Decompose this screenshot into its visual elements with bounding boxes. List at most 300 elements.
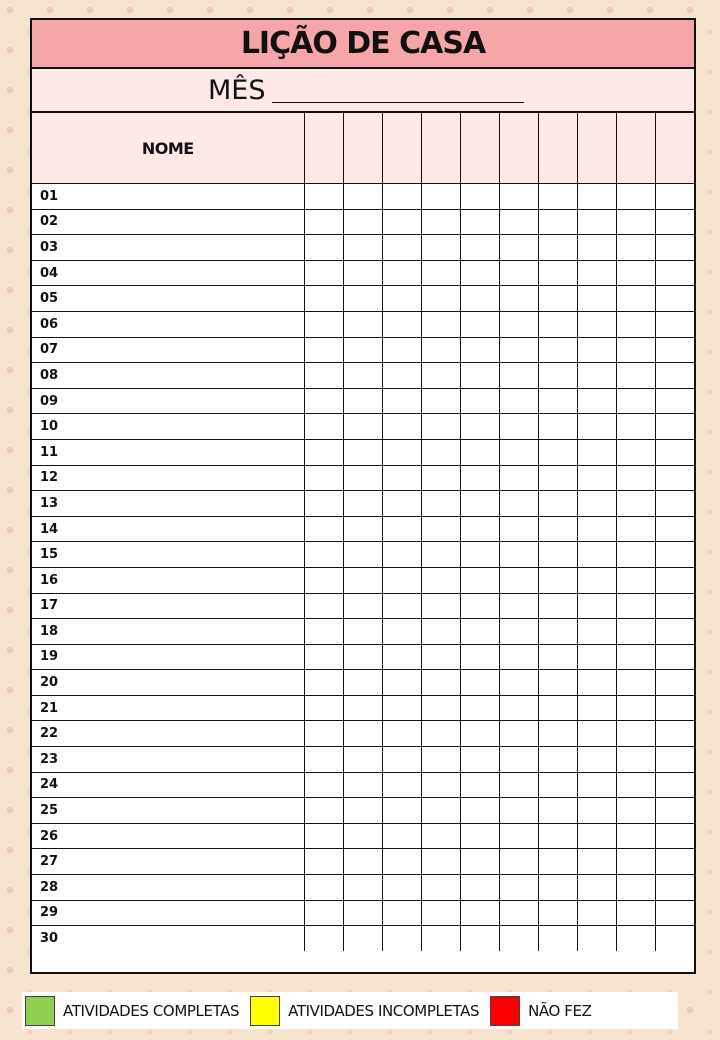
check-cell[interactable] bbox=[538, 721, 577, 747]
check-cell[interactable] bbox=[343, 849, 382, 875]
check-cell[interactable] bbox=[577, 260, 616, 286]
check-cell[interactable] bbox=[577, 644, 616, 670]
check-cell[interactable] bbox=[421, 695, 460, 721]
student-name-cell[interactable]: 24 bbox=[32, 772, 304, 798]
check-cell[interactable] bbox=[421, 516, 460, 542]
student-name-cell[interactable]: 28 bbox=[32, 875, 304, 901]
check-cell[interactable] bbox=[343, 670, 382, 696]
check-cell[interactable] bbox=[304, 465, 343, 491]
check-cell[interactable] bbox=[577, 593, 616, 619]
check-cell[interactable] bbox=[460, 439, 499, 465]
check-cell[interactable] bbox=[343, 593, 382, 619]
check-cell[interactable] bbox=[460, 721, 499, 747]
check-cell[interactable] bbox=[460, 542, 499, 568]
check-cell[interactable] bbox=[577, 926, 616, 951]
student-name-cell[interactable]: 07 bbox=[32, 337, 304, 363]
check-cell[interactable] bbox=[616, 465, 655, 491]
check-cell[interactable] bbox=[577, 823, 616, 849]
check-cell[interactable] bbox=[499, 184, 538, 210]
check-cell[interactable] bbox=[616, 926, 655, 951]
check-cell[interactable] bbox=[538, 337, 577, 363]
check-cell[interactable] bbox=[382, 516, 421, 542]
check-cell[interactable] bbox=[343, 875, 382, 901]
check-cell[interactable] bbox=[499, 721, 538, 747]
check-cell[interactable] bbox=[616, 670, 655, 696]
date-column-header[interactable] bbox=[460, 113, 499, 184]
student-name-cell[interactable]: 11 bbox=[32, 439, 304, 465]
check-cell[interactable] bbox=[343, 184, 382, 210]
check-cell[interactable] bbox=[460, 465, 499, 491]
check-cell[interactable] bbox=[538, 311, 577, 337]
check-cell[interactable] bbox=[460, 823, 499, 849]
check-cell[interactable] bbox=[499, 363, 538, 389]
check-cell[interactable] bbox=[616, 439, 655, 465]
check-cell[interactable] bbox=[343, 337, 382, 363]
check-cell[interactable] bbox=[538, 747, 577, 773]
check-cell[interactable] bbox=[382, 388, 421, 414]
check-cell[interactable] bbox=[304, 439, 343, 465]
check-cell[interactable] bbox=[421, 926, 460, 951]
check-cell[interactable] bbox=[421, 235, 460, 261]
check-cell[interactable] bbox=[460, 849, 499, 875]
check-cell[interactable] bbox=[343, 388, 382, 414]
check-cell[interactable] bbox=[460, 491, 499, 517]
check-cell[interactable] bbox=[499, 388, 538, 414]
check-cell[interactable] bbox=[304, 491, 343, 517]
check-cell[interactable] bbox=[304, 619, 343, 645]
date-column-header[interactable] bbox=[616, 113, 655, 184]
check-cell[interactable] bbox=[499, 567, 538, 593]
check-cell[interactable] bbox=[616, 184, 655, 210]
check-cell[interactable] bbox=[304, 260, 343, 286]
check-cell[interactable] bbox=[382, 465, 421, 491]
check-cell[interactable] bbox=[616, 363, 655, 389]
check-cell[interactable] bbox=[460, 900, 499, 926]
check-cell[interactable] bbox=[304, 695, 343, 721]
check-cell[interactable] bbox=[499, 900, 538, 926]
check-cell[interactable] bbox=[304, 235, 343, 261]
date-column-header[interactable] bbox=[304, 113, 343, 184]
check-cell[interactable] bbox=[538, 900, 577, 926]
check-cell[interactable] bbox=[655, 388, 694, 414]
check-cell[interactable] bbox=[343, 516, 382, 542]
check-cell[interactable] bbox=[343, 414, 382, 440]
check-cell[interactable] bbox=[616, 491, 655, 517]
check-cell[interactable] bbox=[421, 593, 460, 619]
student-name-cell[interactable]: 22 bbox=[32, 721, 304, 747]
check-cell[interactable] bbox=[343, 619, 382, 645]
date-column-header[interactable] bbox=[538, 113, 577, 184]
check-cell[interactable] bbox=[655, 337, 694, 363]
check-cell[interactable] bbox=[538, 363, 577, 389]
check-cell[interactable] bbox=[460, 695, 499, 721]
check-cell[interactable] bbox=[577, 567, 616, 593]
date-column-header[interactable] bbox=[343, 113, 382, 184]
check-cell[interactable] bbox=[343, 542, 382, 568]
check-cell[interactable] bbox=[616, 567, 655, 593]
check-cell[interactable] bbox=[616, 414, 655, 440]
check-cell[interactable] bbox=[343, 439, 382, 465]
check-cell[interactable] bbox=[499, 747, 538, 773]
check-cell[interactable] bbox=[421, 849, 460, 875]
check-cell[interactable] bbox=[538, 670, 577, 696]
check-cell[interactable] bbox=[616, 286, 655, 312]
check-cell[interactable] bbox=[382, 260, 421, 286]
check-cell[interactable] bbox=[577, 439, 616, 465]
check-cell[interactable] bbox=[538, 875, 577, 901]
check-cell[interactable] bbox=[343, 235, 382, 261]
check-cell[interactable] bbox=[616, 516, 655, 542]
check-cell[interactable] bbox=[499, 542, 538, 568]
check-cell[interactable] bbox=[616, 721, 655, 747]
check-cell[interactable] bbox=[577, 363, 616, 389]
check-cell[interactable] bbox=[304, 593, 343, 619]
check-cell[interactable] bbox=[382, 337, 421, 363]
check-cell[interactable] bbox=[499, 670, 538, 696]
check-cell[interactable] bbox=[577, 670, 616, 696]
check-cell[interactable] bbox=[538, 465, 577, 491]
student-name-cell[interactable]: 15 bbox=[32, 542, 304, 568]
check-cell[interactable] bbox=[304, 926, 343, 951]
check-cell[interactable] bbox=[304, 875, 343, 901]
check-cell[interactable] bbox=[655, 235, 694, 261]
check-cell[interactable] bbox=[655, 414, 694, 440]
check-cell[interactable] bbox=[538, 593, 577, 619]
check-cell[interactable] bbox=[304, 772, 343, 798]
check-cell[interactable] bbox=[499, 414, 538, 440]
check-cell[interactable] bbox=[421, 414, 460, 440]
check-cell[interactable] bbox=[616, 875, 655, 901]
check-cell[interactable] bbox=[460, 286, 499, 312]
check-cell[interactable] bbox=[460, 644, 499, 670]
check-cell[interactable] bbox=[655, 798, 694, 824]
check-cell[interactable] bbox=[382, 542, 421, 568]
check-cell[interactable] bbox=[382, 184, 421, 210]
check-cell[interactable] bbox=[538, 516, 577, 542]
check-cell[interactable] bbox=[304, 516, 343, 542]
check-cell[interactable] bbox=[538, 567, 577, 593]
check-cell[interactable] bbox=[343, 721, 382, 747]
check-cell[interactable] bbox=[577, 235, 616, 261]
check-cell[interactable] bbox=[538, 388, 577, 414]
check-cell[interactable] bbox=[382, 311, 421, 337]
check-cell[interactable] bbox=[382, 619, 421, 645]
month-input-line[interactable] bbox=[272, 78, 524, 103]
check-cell[interactable] bbox=[460, 670, 499, 696]
check-cell[interactable] bbox=[343, 823, 382, 849]
student-name-cell[interactable]: 29 bbox=[32, 900, 304, 926]
check-cell[interactable] bbox=[304, 900, 343, 926]
check-cell[interactable] bbox=[499, 593, 538, 619]
check-cell[interactable] bbox=[304, 209, 343, 235]
student-name-cell[interactable]: 14 bbox=[32, 516, 304, 542]
check-cell[interactable] bbox=[382, 849, 421, 875]
check-cell[interactable] bbox=[421, 721, 460, 747]
check-cell[interactable] bbox=[655, 311, 694, 337]
check-cell[interactable] bbox=[538, 798, 577, 824]
check-cell[interactable] bbox=[499, 209, 538, 235]
check-cell[interactable] bbox=[343, 900, 382, 926]
check-cell[interactable] bbox=[304, 184, 343, 210]
student-name-cell[interactable]: 25 bbox=[32, 798, 304, 824]
check-cell[interactable] bbox=[655, 721, 694, 747]
check-cell[interactable] bbox=[421, 798, 460, 824]
date-column-header[interactable] bbox=[577, 113, 616, 184]
check-cell[interactable] bbox=[460, 516, 499, 542]
check-cell[interactable] bbox=[616, 311, 655, 337]
check-cell[interactable] bbox=[655, 542, 694, 568]
check-cell[interactable] bbox=[460, 260, 499, 286]
check-cell[interactable] bbox=[655, 695, 694, 721]
check-cell[interactable] bbox=[616, 337, 655, 363]
student-name-cell[interactable]: 05 bbox=[32, 286, 304, 312]
check-cell[interactable] bbox=[343, 209, 382, 235]
check-cell[interactable] bbox=[499, 337, 538, 363]
check-cell[interactable] bbox=[304, 363, 343, 389]
check-cell[interactable] bbox=[421, 209, 460, 235]
check-cell[interactable] bbox=[538, 235, 577, 261]
check-cell[interactable] bbox=[421, 363, 460, 389]
check-cell[interactable] bbox=[577, 798, 616, 824]
check-cell[interactable] bbox=[304, 823, 343, 849]
check-cell[interactable] bbox=[460, 567, 499, 593]
check-cell[interactable] bbox=[577, 516, 616, 542]
check-cell[interactable] bbox=[616, 542, 655, 568]
date-column-header[interactable] bbox=[499, 113, 538, 184]
check-cell[interactable] bbox=[382, 286, 421, 312]
check-cell[interactable] bbox=[616, 695, 655, 721]
check-cell[interactable] bbox=[382, 235, 421, 261]
check-cell[interactable] bbox=[421, 311, 460, 337]
check-cell[interactable] bbox=[421, 875, 460, 901]
check-cell[interactable] bbox=[616, 260, 655, 286]
check-cell[interactable] bbox=[499, 260, 538, 286]
check-cell[interactable] bbox=[655, 926, 694, 951]
check-cell[interactable] bbox=[460, 337, 499, 363]
check-cell[interactable] bbox=[421, 670, 460, 696]
check-cell[interactable] bbox=[538, 491, 577, 517]
check-cell[interactable] bbox=[499, 491, 538, 517]
check-cell[interactable] bbox=[538, 414, 577, 440]
check-cell[interactable] bbox=[577, 849, 616, 875]
check-cell[interactable] bbox=[616, 823, 655, 849]
check-cell[interactable] bbox=[577, 491, 616, 517]
student-name-cell[interactable]: 09 bbox=[32, 388, 304, 414]
check-cell[interactable] bbox=[460, 772, 499, 798]
student-name-cell[interactable]: 17 bbox=[32, 593, 304, 619]
check-cell[interactable] bbox=[382, 900, 421, 926]
check-cell[interactable] bbox=[343, 798, 382, 824]
check-cell[interactable] bbox=[655, 875, 694, 901]
check-cell[interactable] bbox=[499, 235, 538, 261]
check-cell[interactable] bbox=[343, 491, 382, 517]
check-cell[interactable] bbox=[304, 849, 343, 875]
check-cell[interactable] bbox=[460, 747, 499, 773]
date-column-header[interactable] bbox=[655, 113, 694, 184]
check-cell[interactable] bbox=[499, 823, 538, 849]
check-cell[interactable] bbox=[421, 260, 460, 286]
check-cell[interactable] bbox=[460, 363, 499, 389]
check-cell[interactable] bbox=[538, 286, 577, 312]
check-cell[interactable] bbox=[577, 184, 616, 210]
student-name-cell[interactable]: 03 bbox=[32, 235, 304, 261]
check-cell[interactable] bbox=[343, 286, 382, 312]
student-name-cell[interactable]: 12 bbox=[32, 465, 304, 491]
check-cell[interactable] bbox=[382, 926, 421, 951]
check-cell[interactable] bbox=[304, 414, 343, 440]
check-cell[interactable] bbox=[499, 798, 538, 824]
check-cell[interactable] bbox=[421, 772, 460, 798]
check-cell[interactable] bbox=[655, 849, 694, 875]
check-cell[interactable] bbox=[538, 619, 577, 645]
check-cell[interactable] bbox=[421, 619, 460, 645]
check-cell[interactable] bbox=[655, 900, 694, 926]
check-cell[interactable] bbox=[304, 567, 343, 593]
student-name-cell[interactable]: 20 bbox=[32, 670, 304, 696]
check-cell[interactable] bbox=[460, 798, 499, 824]
check-cell[interactable] bbox=[304, 542, 343, 568]
check-cell[interactable] bbox=[655, 491, 694, 517]
check-cell[interactable] bbox=[382, 567, 421, 593]
check-cell[interactable] bbox=[499, 619, 538, 645]
check-cell[interactable] bbox=[655, 593, 694, 619]
check-cell[interactable] bbox=[538, 849, 577, 875]
check-cell[interactable] bbox=[538, 823, 577, 849]
check-cell[interactable] bbox=[343, 695, 382, 721]
check-cell[interactable] bbox=[382, 747, 421, 773]
check-cell[interactable] bbox=[577, 414, 616, 440]
check-cell[interactable] bbox=[538, 542, 577, 568]
check-cell[interactable] bbox=[616, 849, 655, 875]
check-cell[interactable] bbox=[499, 926, 538, 951]
check-cell[interactable] bbox=[382, 491, 421, 517]
check-cell[interactable] bbox=[343, 926, 382, 951]
date-column-header[interactable] bbox=[421, 113, 460, 184]
check-cell[interactable] bbox=[577, 209, 616, 235]
check-cell[interactable] bbox=[655, 670, 694, 696]
check-cell[interactable] bbox=[577, 286, 616, 312]
check-cell[interactable] bbox=[577, 388, 616, 414]
check-cell[interactable] bbox=[460, 593, 499, 619]
student-name-cell[interactable]: 01 bbox=[32, 184, 304, 210]
check-cell[interactable] bbox=[499, 875, 538, 901]
check-cell[interactable] bbox=[304, 388, 343, 414]
check-cell[interactable] bbox=[460, 619, 499, 645]
check-cell[interactable] bbox=[382, 439, 421, 465]
check-cell[interactable] bbox=[343, 260, 382, 286]
check-cell[interactable] bbox=[304, 798, 343, 824]
check-cell[interactable] bbox=[655, 516, 694, 542]
check-cell[interactable] bbox=[304, 721, 343, 747]
student-name-cell[interactable]: 13 bbox=[32, 491, 304, 517]
check-cell[interactable] bbox=[343, 567, 382, 593]
check-cell[interactable] bbox=[304, 286, 343, 312]
check-cell[interactable] bbox=[655, 363, 694, 389]
check-cell[interactable] bbox=[655, 644, 694, 670]
check-cell[interactable] bbox=[577, 311, 616, 337]
check-cell[interactable] bbox=[382, 363, 421, 389]
check-cell[interactable] bbox=[460, 926, 499, 951]
check-cell[interactable] bbox=[577, 721, 616, 747]
check-cell[interactable] bbox=[499, 516, 538, 542]
check-cell[interactable] bbox=[460, 414, 499, 440]
check-cell[interactable] bbox=[577, 337, 616, 363]
check-cell[interactable] bbox=[421, 184, 460, 210]
check-cell[interactable] bbox=[616, 798, 655, 824]
student-name-cell[interactable]: 06 bbox=[32, 311, 304, 337]
check-cell[interactable] bbox=[421, 567, 460, 593]
check-cell[interactable] bbox=[304, 337, 343, 363]
check-cell[interactable] bbox=[616, 209, 655, 235]
check-cell[interactable] bbox=[460, 875, 499, 901]
check-cell[interactable] bbox=[343, 772, 382, 798]
check-cell[interactable] bbox=[499, 465, 538, 491]
check-cell[interactable] bbox=[538, 926, 577, 951]
check-cell[interactable] bbox=[382, 823, 421, 849]
check-cell[interactable] bbox=[421, 388, 460, 414]
check-cell[interactable] bbox=[421, 747, 460, 773]
check-cell[interactable] bbox=[460, 235, 499, 261]
check-cell[interactable] bbox=[460, 209, 499, 235]
check-cell[interactable] bbox=[382, 695, 421, 721]
student-name-cell[interactable]: 26 bbox=[32, 823, 304, 849]
check-cell[interactable] bbox=[382, 644, 421, 670]
check-cell[interactable] bbox=[421, 439, 460, 465]
student-name-cell[interactable]: 18 bbox=[32, 619, 304, 645]
check-cell[interactable] bbox=[577, 747, 616, 773]
check-cell[interactable] bbox=[382, 593, 421, 619]
check-cell[interactable] bbox=[421, 465, 460, 491]
check-cell[interactable] bbox=[577, 875, 616, 901]
check-cell[interactable] bbox=[538, 644, 577, 670]
check-cell[interactable] bbox=[304, 747, 343, 773]
check-cell[interactable] bbox=[343, 644, 382, 670]
check-cell[interactable] bbox=[655, 823, 694, 849]
check-cell[interactable] bbox=[421, 900, 460, 926]
check-cell[interactable] bbox=[382, 414, 421, 440]
student-name-cell[interactable]: 30 bbox=[32, 926, 304, 951]
check-cell[interactable] bbox=[538, 260, 577, 286]
student-name-cell[interactable]: 10 bbox=[32, 414, 304, 440]
check-cell[interactable] bbox=[616, 644, 655, 670]
check-cell[interactable] bbox=[616, 772, 655, 798]
check-cell[interactable] bbox=[499, 311, 538, 337]
check-cell[interactable] bbox=[382, 875, 421, 901]
check-cell[interactable] bbox=[616, 235, 655, 261]
check-cell[interactable] bbox=[616, 900, 655, 926]
check-cell[interactable] bbox=[382, 772, 421, 798]
check-cell[interactable] bbox=[343, 465, 382, 491]
check-cell[interactable] bbox=[538, 184, 577, 210]
check-cell[interactable] bbox=[343, 311, 382, 337]
check-cell[interactable] bbox=[421, 644, 460, 670]
student-name-cell[interactable]: 23 bbox=[32, 747, 304, 773]
check-cell[interactable] bbox=[343, 747, 382, 773]
check-cell[interactable] bbox=[499, 695, 538, 721]
check-cell[interactable] bbox=[421, 823, 460, 849]
check-cell[interactable] bbox=[538, 209, 577, 235]
student-name-cell[interactable]: 02 bbox=[32, 209, 304, 235]
check-cell[interactable] bbox=[382, 209, 421, 235]
check-cell[interactable] bbox=[655, 439, 694, 465]
date-column-header[interactable] bbox=[382, 113, 421, 184]
check-cell[interactable] bbox=[421, 491, 460, 517]
check-cell[interactable] bbox=[655, 619, 694, 645]
check-cell[interactable] bbox=[577, 465, 616, 491]
student-name-cell[interactable]: 21 bbox=[32, 695, 304, 721]
check-cell[interactable] bbox=[421, 286, 460, 312]
check-cell[interactable] bbox=[616, 388, 655, 414]
